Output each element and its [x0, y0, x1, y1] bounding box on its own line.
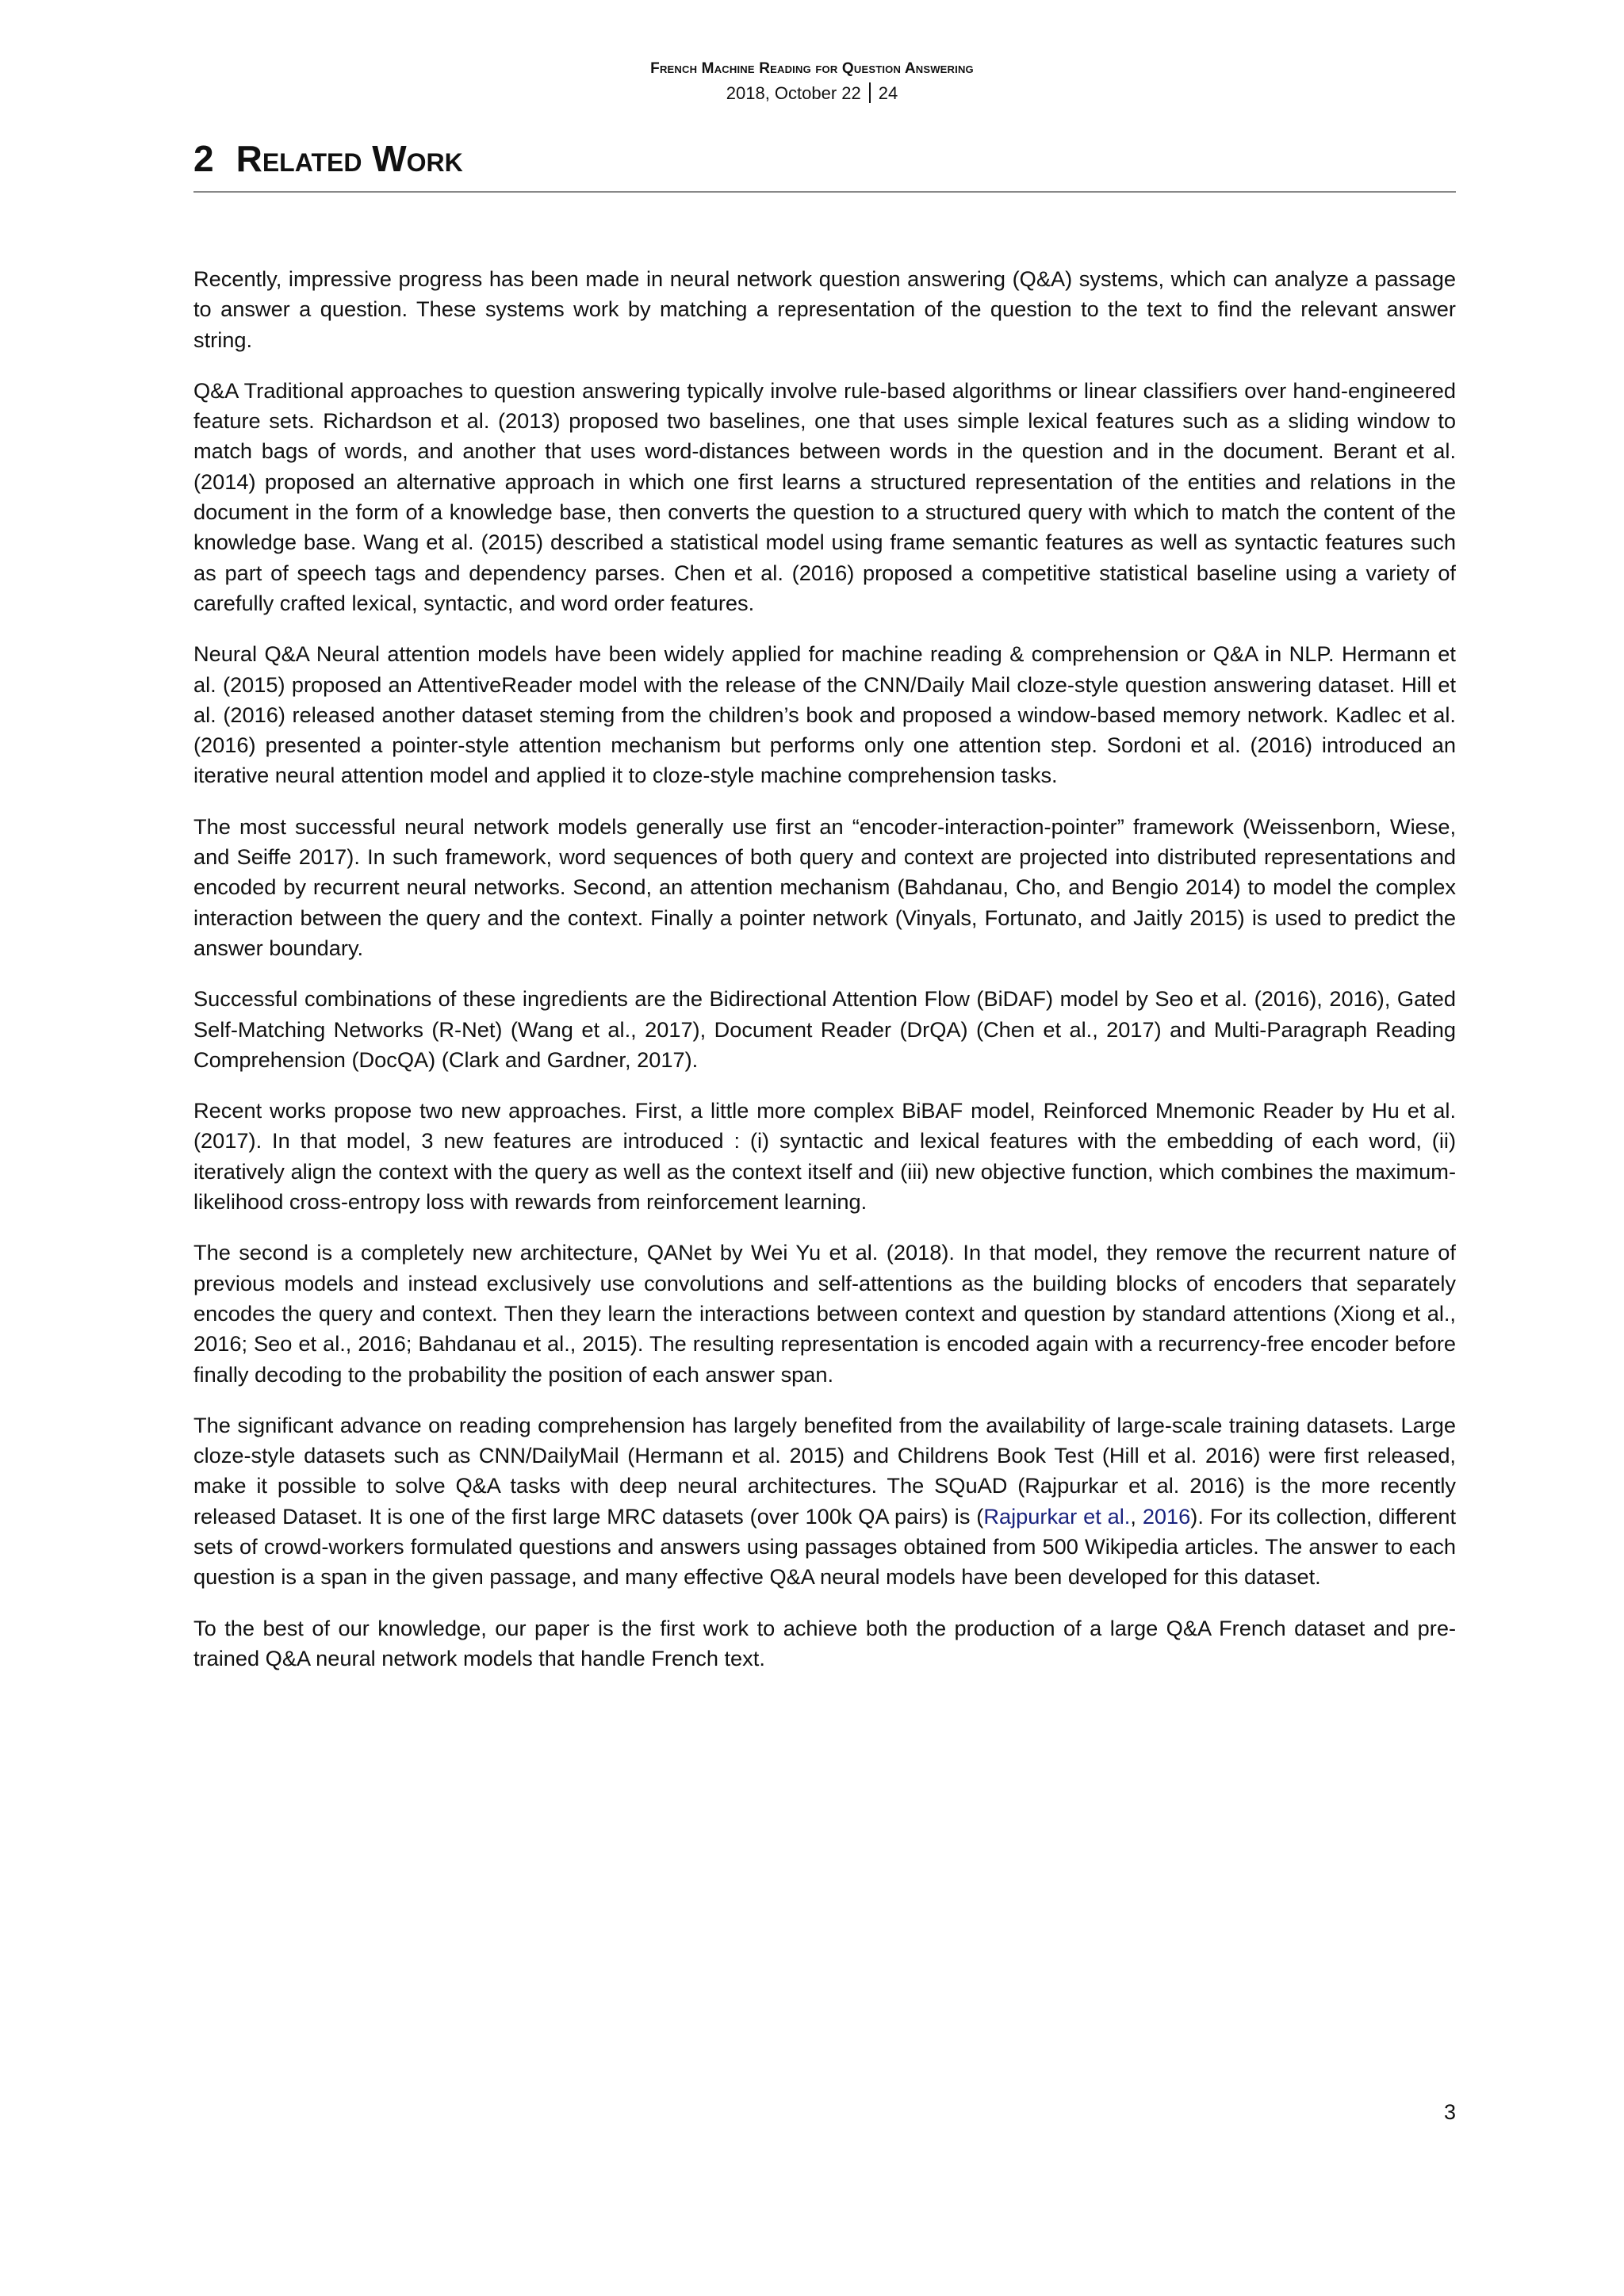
running-header [0, 59, 1624, 106]
header-date-line [0, 81, 1624, 106]
squad-text-before: The significant advance on reading comprehension has largely benefited from the availability of large-scale training datasets. Large cloze-style datasets such as CNN/DailyMail (Hermann et al. 2015) and Childrens Book Test (Hill et al. 2016) were first released, make it possible to solve Q&A tasks with deep neural architectures. The SQuAD (Rajpurkar et al. 2016) is the more recently released Dataset. It is one of the first large MRC datasets (over 100k QA pairs) is ( [193, 1412, 1456, 1529]
header-date: 2018, October 22 [726, 83, 861, 103]
paragraph-recent-works: Recent works propose two new approaches. First, a little more complex BiBAF model, Reinforced Mnemonic Reader by Hu et al. (2017). In that model, 3 new features are introduced : (i) syntactic and lexical features with the embedding of each word, (ii) iteratively align the context with the query as well as the context itself and (iii) new objective function, which combines the maximum-likelihood cross-entropy loss with rewards from reinforcement learning. [193, 1098, 1456, 1215]
page-number: 3 [1443, 2100, 1456, 2124]
citation-link-year[interactable]: 2016 [1142, 1503, 1191, 1529]
header-page-count: 24 [878, 83, 898, 103]
section-number: 2 [193, 138, 214, 179]
paragraph-squad [193, 1410, 1456, 1593]
paragraph-traditional-qa: Q&A Traditional approaches to question answering typically involve rule-based algorithms or linear classifiers over hand-engineered feature sets. Richardson et al. (2013) proposed two baselines, one that uses simple lexical features such as a sliding window to match bags of words, and another that uses word-distances between words in the question and in the document. Berant et al. (2014) proposed an alternative approach in which one first learns a structured representation of the entities and relations in the document in the form of a knowledge base, then converts the question to a structured query with which to match the content of the knowledge base. Wang et al. (2015) described a statistical model using frame semantic features as well as syntactic features such as part of speech tags and dependency parses. Chen et al. (2016) proposed a competitive statistical baseline using a variety of carefully crafted lexical, syntactic, and word order features. [193, 377, 1456, 615]
paragraph-conclusion: To the best of our knowledge, our paper is the first work to achieve both the production of a large Q&A French dataset and pre-trained Q&A neural network models that handle French text. [193, 1615, 1456, 1670]
paragraph-combinations: Successful combinations of these ingredients are the Bidirectional Attention Flow (BiDAF) model by Seo et al. (2016), 2016), Gated Self-Matching Networks (R-Net) (Wang et al., 2017), Document Reader (DrQA) (Chen et al., 2017) and Multi-Paragraph Reading Comprehension (DocQA) (Clark and Gardner, 2017). [193, 986, 1456, 1072]
section-heading [193, 136, 463, 181]
header-separator [869, 82, 871, 103]
squad-text-after: ). For its collection, different sets of crowd-workers formulated questions and answers using passages obtained from 500 Wikipedia articles. The answer to each question is a span in the given passage, and many effective Q&A neural models have been developed for this dataset. [193, 1503, 1457, 1590]
paragraph-framework: The most successful neural network models generally use first an “encoder-interaction-pointer” framework (Weissenborn, Wiese, and Seiffe 2017). In such framework, word sequences of both query and context are projected into distributed representations and encoded by recurrent neural networks. Second, an attention mechanism (Bahdanau, Cho, and Bengio 2014) to model the complex interaction between the query and the context. Finally a pointer network (Vinyals, Fortunato, and Jaitly 2015) is used to predict the answer boundary. [193, 813, 1456, 960]
body-text [193, 264, 1456, 1694]
paragraph-qanet: The second is a completely new architecture, QANet by Wei Yu et al. (2018). In that model, they remove the recurrent nature of previous models and instead exclusively use convolutions and self-attentions as the building blocks of encoders that separately encodes the query and context. Then they learn the interactions between context and question by standard attentions (Xiong et al., 2016; Seo et al., 2016; Bahdanau et al., 2015). The resulting representation is encoded again with a recurrency-free encoder before finally decoding to the probability the position of each answer span. [193, 1240, 1456, 1387]
paragraph-neural-qa: Neural Q&A Neural attention models have been widely applied for machine reading & comprehension or Q&A in NLP. Hermann et al. (2015) proposed an AttentiveReader model with the release of the CNN/Daily Mail cloze-style question answering dataset. Hill et al. (2016) released another dataset steming from the children’s book and proposed a window-based memory network. Kadlec et al. (2016) presented a pointer-style attention mechanism but performs only one attention step. Sordoni et al. (2016) introduced an iterative neural attention model and applied it to cloze-style machine comprehension tasks. [193, 641, 1456, 788]
heading-rule [193, 191, 1456, 193]
citation-link-author[interactable]: Rajpurkar et al. [983, 1503, 1131, 1529]
header-title: French Machine Reading for Question Answering [650, 60, 974, 77]
paragraph-intro: Recently, impressive progress has been made in neural network question answering (Q&A) systems, which can analyze a passage to answer a question. These systems work by matching a representation of the question to the text to find the relevant answer string. [193, 266, 1456, 352]
section-title: Related Work [236, 138, 463, 179]
citation-separator: , [1130, 1503, 1143, 1529]
